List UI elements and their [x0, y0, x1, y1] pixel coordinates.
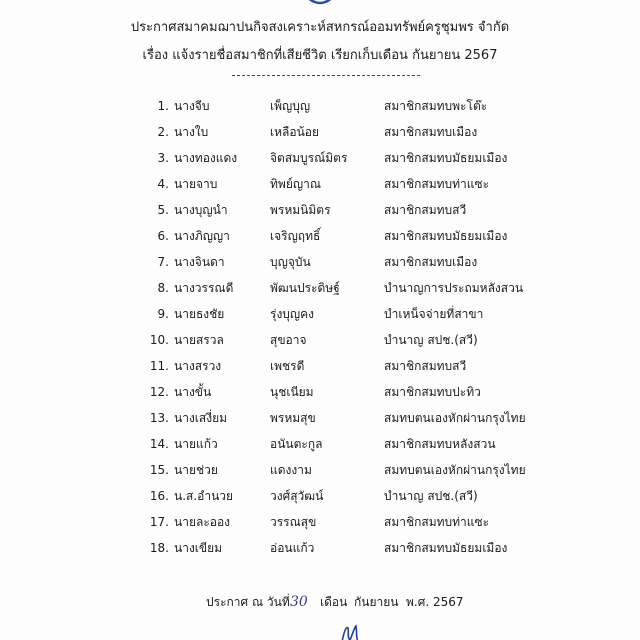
member-last-name: ทิพย์ญาณ: [270, 177, 321, 191]
list-item: [0, 122, 640, 142]
list-item: [0, 434, 640, 454]
member-first-name: นายแก้ว: [174, 437, 218, 451]
member-status: บำนาญ สปช.(สวี): [384, 333, 478, 347]
member-status: สมาชิกสมทบเมือง: [384, 125, 478, 139]
item-number: 11.: [149, 359, 169, 373]
list-item: [0, 356, 640, 376]
member-first-name: นางภิญญา: [174, 229, 230, 243]
member-last-name: รุ่งบุญคง: [270, 307, 315, 321]
list-item: [0, 278, 640, 298]
list-item: [0, 486, 640, 506]
member-first-name: นายสรวล: [174, 333, 224, 347]
member-first-name: นางขั้น: [174, 385, 212, 399]
member-status: สมาชิกสมทบปะทิว: [384, 385, 481, 399]
item-number: 4.: [157, 177, 169, 191]
member-status: บำนาญ สปช.(สวี): [384, 489, 478, 503]
list-item: [0, 200, 640, 220]
member-first-name: นายละออง: [174, 515, 231, 529]
member-last-name: พรหมนิมิตร: [270, 203, 331, 217]
list-item: [0, 382, 640, 402]
announcement-year: พ.ศ. 2567: [406, 595, 464, 609]
member-first-name: นางบุญนำ: [174, 203, 228, 217]
item-number: 10.: [149, 333, 169, 347]
member-status: สมาชิกสมทบเมือง: [384, 255, 478, 269]
member-last-name: นุชเนียม: [270, 385, 314, 399]
member-last-name: อ่อนแก้ว: [270, 541, 315, 555]
member-first-name: นายธงชัย: [174, 307, 225, 321]
announcement-date: [0, 592, 640, 612]
item-number: 14.: [149, 437, 169, 451]
item-number: 9.: [157, 307, 169, 321]
member-status: สมาชิกสมทบมัธยมเมือง: [384, 229, 508, 243]
document-title: ประกาศสมาคมฌาปนกิจสงเคราะห์สหกรณ์ออมทรัพย์ครูชุมพร จำกัด: [130, 20, 510, 35]
item-number: 3.: [157, 151, 169, 165]
member-last-name: สุขอาจ: [270, 333, 307, 347]
member-first-name: นางเสงี่ยม: [174, 411, 228, 425]
item-number: 7.: [157, 255, 169, 269]
member-first-name: นางเขียม: [174, 541, 223, 555]
list-item: [0, 538, 640, 558]
member-last-name: เพ็ญบุญ: [270, 99, 311, 113]
member-last-name: เพชรดี: [270, 359, 305, 373]
document-subject: เรื่อง แจ้งรายชื่อสมาชิกที่เสียชีวิต เรียกเก็บเดือน กันยายน 2567: [142, 48, 498, 63]
item-number: 2.: [157, 125, 169, 139]
list-item: [0, 304, 640, 324]
member-first-name: น.ส.อำนวย: [174, 489, 234, 503]
item-number: 8.: [157, 281, 169, 295]
divider: [232, 75, 420, 76]
item-number: 6.: [157, 229, 169, 243]
item-number: 1.: [157, 99, 169, 113]
list-item: [0, 330, 640, 350]
member-first-name: นางทองแดง: [174, 151, 238, 165]
list-item: [0, 460, 640, 480]
association-logo-icon: [294, 0, 346, 8]
member-status: บำนาญการประถมหลังสวน: [384, 281, 524, 295]
item-number: 17.: [149, 515, 169, 529]
member-first-name: นางวรรณดี: [174, 281, 234, 295]
member-first-name: นางใบ: [174, 125, 209, 139]
member-last-name: แดงงาม: [270, 463, 312, 477]
member-last-name: อนันตะกูล: [270, 437, 323, 451]
list-item: [0, 148, 640, 168]
announcement-prefix: ประกาศ ณ วันที่: [206, 595, 290, 609]
list-item: [0, 512, 640, 532]
member-first-name: นางสรวง: [174, 359, 222, 373]
member-last-name: พัฒนประดิษฐ์: [270, 281, 340, 295]
member-last-name: เจริญฤทธิ์: [270, 229, 321, 243]
list-item: [0, 226, 640, 246]
member-status: สมาชิกสมทบพะโต๊ะ: [384, 99, 488, 113]
item-number: 16.: [149, 489, 169, 503]
list-item: [0, 174, 640, 194]
list-item: [0, 408, 640, 428]
announcement-day: 30: [290, 594, 308, 610]
member-last-name: เหลือน้อย: [270, 125, 320, 139]
member-last-name: วงศ์สุวัฒน์: [270, 489, 324, 503]
list-item: [0, 96, 640, 116]
announcement-month: กันยายน: [354, 595, 399, 609]
member-first-name: นายช่วย: [174, 463, 218, 477]
member-first-name: นางจีบ: [174, 99, 210, 113]
item-number: 5.: [157, 203, 169, 217]
member-status: สมาชิกสมทบหลังสวน: [384, 437, 496, 451]
list-item: [0, 252, 640, 272]
month-label: เดือน: [320, 595, 348, 609]
member-status: บำเหน็จจ่ายที่สาขา: [384, 307, 484, 321]
member-status: สมทบตนเองหักผ่านกรุงไทย: [384, 411, 526, 425]
member-status: สมาชิกสมทบมัธยมเมือง: [384, 151, 508, 165]
member-status: สมาชิกสมทบท่าแซะ: [384, 177, 490, 191]
member-last-name: พรหมสุข: [270, 411, 316, 425]
item-number: 15.: [149, 463, 169, 477]
member-status: สมาชิกสมทบสวี: [384, 203, 467, 217]
member-last-name: วรรณสุข: [270, 515, 317, 529]
member-status: สมทบตนเองหักผ่านกรุงไทย: [384, 463, 526, 477]
member-first-name: นางจินดา: [174, 255, 225, 269]
member-status: สมาชิกสมทบมัธยมเมือง: [384, 541, 508, 555]
member-last-name: บุญจุบัน: [270, 255, 311, 269]
member-status: สมาชิกสมทบสวี: [384, 359, 467, 373]
member-last-name: จิตสมบูรณ์มิตร: [270, 151, 348, 165]
signature-icon: [336, 622, 366, 640]
item-number: 12.: [149, 385, 169, 399]
member-status: สมาชิกสมทบท่าแซะ: [384, 515, 490, 529]
item-number: 18.: [149, 541, 169, 555]
member-first-name: นายจาบ: [174, 177, 218, 191]
item-number: 13.: [149, 411, 169, 425]
